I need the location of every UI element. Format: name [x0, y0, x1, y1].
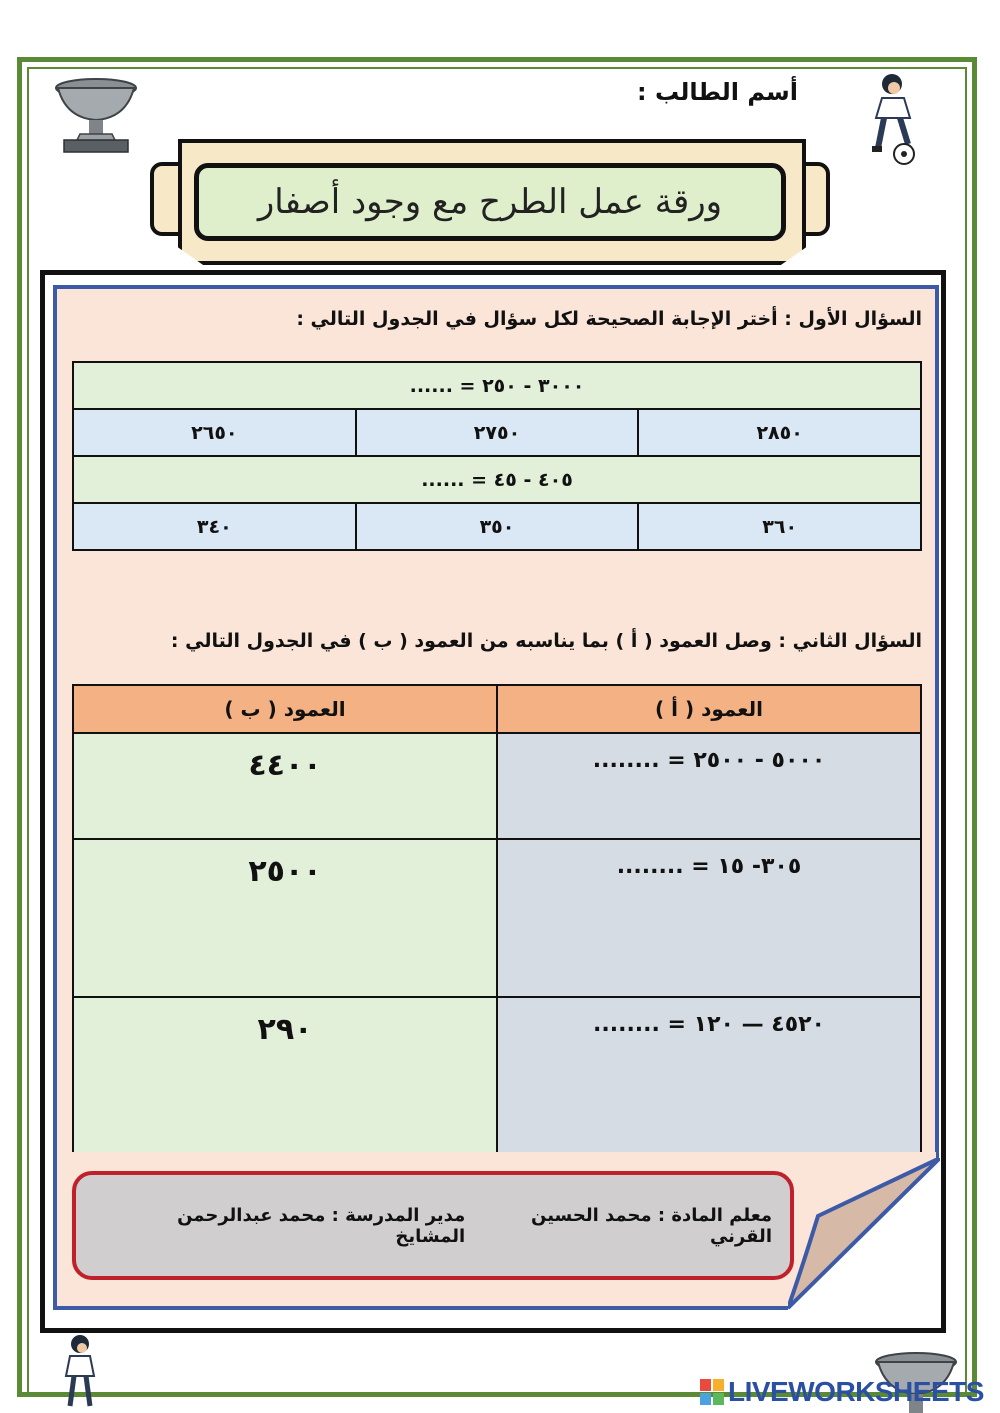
answer-option[interactable]: ٢٧٥٠	[356, 409, 639, 456]
table-header-row	[73, 685, 921, 733]
soccer-player-icon	[58, 1334, 104, 1413]
column-a-header: العمود ( أ )	[497, 685, 921, 733]
column-a-item[interactable]: ٣٠٥- ١٥ = ........	[497, 839, 921, 997]
page-title: ورقة عمل الطرح مع وجود أصفار	[257, 182, 723, 222]
table-row	[73, 733, 921, 839]
question1-problem-1: ٣٠٠٠ - ٢٥٠ = ......	[73, 362, 921, 409]
answer-option[interactable]: ٢٦٥٠	[73, 409, 356, 456]
answer-option[interactable]: ٣٥٠	[356, 503, 639, 550]
column-a-item[interactable]: ٤٥٢٠ — ١٢٠ = ........	[497, 997, 921, 1157]
column-b-item[interactable]: ٢٥٠٠	[73, 839, 497, 997]
answer-option[interactable]: ٣٤٠	[73, 503, 356, 550]
column-b-item[interactable]: ٢٩٠	[73, 997, 497, 1157]
question1-table	[72, 361, 922, 551]
question2-heading: السؤال الثاني : وصل العمود ( أ ) بما يناسبه من العمود ( ب ) في الجدول التالي :	[170, 630, 922, 652]
principal-name: مدير المدرسة : محمد عبدالرحمن المشايخ	[177, 1204, 466, 1247]
liveworksheets-logo-icon	[700, 1379, 724, 1405]
column-b-header: العمود ( ب )	[73, 685, 497, 733]
watermark-text: LIVEWORKSHEETS	[728, 1376, 984, 1407]
column-a-item[interactable]: ٥٠٠٠ - ٢٥٠٠ = ........	[497, 733, 921, 839]
answer-option[interactable]: ٢٨٥٠	[638, 409, 921, 456]
soccer-player-icon	[864, 72, 928, 166]
table-row	[73, 839, 921, 997]
title-banner	[194, 163, 786, 241]
matching-table	[72, 684, 922, 1158]
teacher-name: معلم المادة : محمد الحسين القرني	[531, 1204, 772, 1247]
page-curl-icon	[788, 1158, 940, 1310]
liveworksheets-watermark	[700, 1376, 984, 1408]
student-name-label: أسم الطالب :	[636, 78, 798, 106]
table-row	[73, 997, 921, 1157]
question1-heading: السؤال الأول : أختر الإجابة الصحيحة لكل سؤال في الجدول التالي :	[296, 308, 922, 330]
table-row	[73, 503, 921, 550]
question1-problem-2: ٤٠٥ - ٤٥ = ......	[73, 456, 921, 503]
table-row	[73, 409, 921, 456]
table-row	[73, 362, 921, 409]
footer-signature-box	[72, 1171, 794, 1280]
answer-option[interactable]: ٣٦٠	[638, 503, 921, 550]
table-row	[73, 456, 921, 503]
column-b-item[interactable]: ٤٤٠٠	[73, 733, 497, 839]
trophy-icon	[52, 76, 140, 154]
